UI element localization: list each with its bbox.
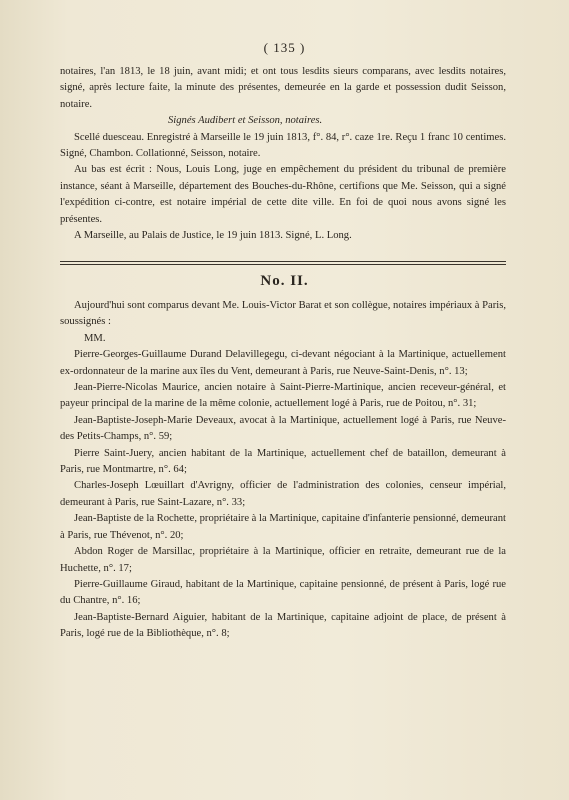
list-item: Pierre-Georges-Guillaume Durand Delavillegegu, ci-devant négociant à la Martinique, actuellement ex-ordonnateur de la marine aux îles du Vent, demeurant à Paris, rue Neuve-Saint-Denis, n°. 13; xyxy=(60,349,506,377)
intro-paragraph: Aujourd'hui sont comparus devant Me. Louis-Victor Barat et son collègue, notaires impériaux à Paris, soussignés : xyxy=(60,300,506,328)
list-item: Pierre-Guillaume Giraud, habitant de la Martinique, capitaine pensionné, de présent à Paris, logé rue du Chantre, n°. 16; xyxy=(60,578,506,607)
paragraph: A Marseille, au Palais de Justice, le 19 juin 1813. Signé, L. Long. xyxy=(74,230,352,242)
paragraph: Au bas est écrit : Nous, Louis Long, juge en empêchement du président du tribunal de première instance, séant à Marseille, département des Bouches-du-Rhône, certifions que Me. Seisson, qui a signé l'expédition ci-contre, est notaire impérial de cette dite ville. En foi de quoi nous avons signé les présentes. xyxy=(60,164,506,225)
list-item: Jean-Baptiste-Joseph-Marie Deveaux, avocat à la Martinique, actuellement logé à Paris, rue Neuve-des Petits-Champs, n°. 59; xyxy=(60,414,506,443)
list-item: Jean-Baptiste-Bernard Aiguier, habitant de la Martinique, capitaine adjoint de place, de présent à Paris, logé rue de la Bibliothèque, n°. 8; xyxy=(60,611,506,640)
list-item: Abdon Roger de Marsillac, propriétaire à la Martinique, officier en retraite, demeurant rue de la Huchette, n°. 17; xyxy=(60,546,506,574)
section-heading: No. II. xyxy=(260,273,309,289)
list-item: Jean-Baptiste de la Rochette, propriétaire à la Martinique, capitaine d'infanterie pensionné, demeurant à Paris, rue Thévenot, n°. 20; xyxy=(60,513,506,541)
top-section xyxy=(60,64,506,244)
list-item: Jean-Pierre-Nicolas Maurice, ancien notaire à Saint-Pierre-Martinique, ancien receveur-général, et payeur principal de la marine de la même colonie, actuellement logé à Paris, rue de Poitou, n°. 31; xyxy=(60,382,506,410)
divider xyxy=(60,261,506,262)
bottom-section xyxy=(60,298,506,643)
mm-label: MM. xyxy=(84,332,106,344)
paragraph: notaires, l'an 1813, le 18 juin, avant midi; et ont tous lesdits sieurs comparans, avec lesdits notaires, signé, après lecture faite, la minute des présentes, demeurée en la garde et possession dudit Seisson, notaire. xyxy=(60,66,506,110)
page-number: ( 135 ) xyxy=(263,40,306,55)
list-item: Pierre Saint-Juery, ancien habitant de la Martinique, actuellement chef de bataillon, demeurant à Paris, rue Montmartre, n°. 64; xyxy=(60,447,506,476)
divider-thin xyxy=(60,264,506,265)
signature-line: Signés Audibert et Seisson, notaires. xyxy=(168,115,323,127)
paragraph: Scellé duesceau. Enregistré à Marseille le 19 juin 1813, f°. 84, r°. caze 1re. Reçu 1 franc 10 centimes. Signé, Chambon. Collationné, Seisson, notaire. xyxy=(60,131,506,160)
list-item: Charles-Joseph Lœuillart d'Avrigny, officier de l'administration des colonies, censeur impérial, demeurant à Paris, rue Saint-Lazare, n°. 33; xyxy=(60,480,506,508)
